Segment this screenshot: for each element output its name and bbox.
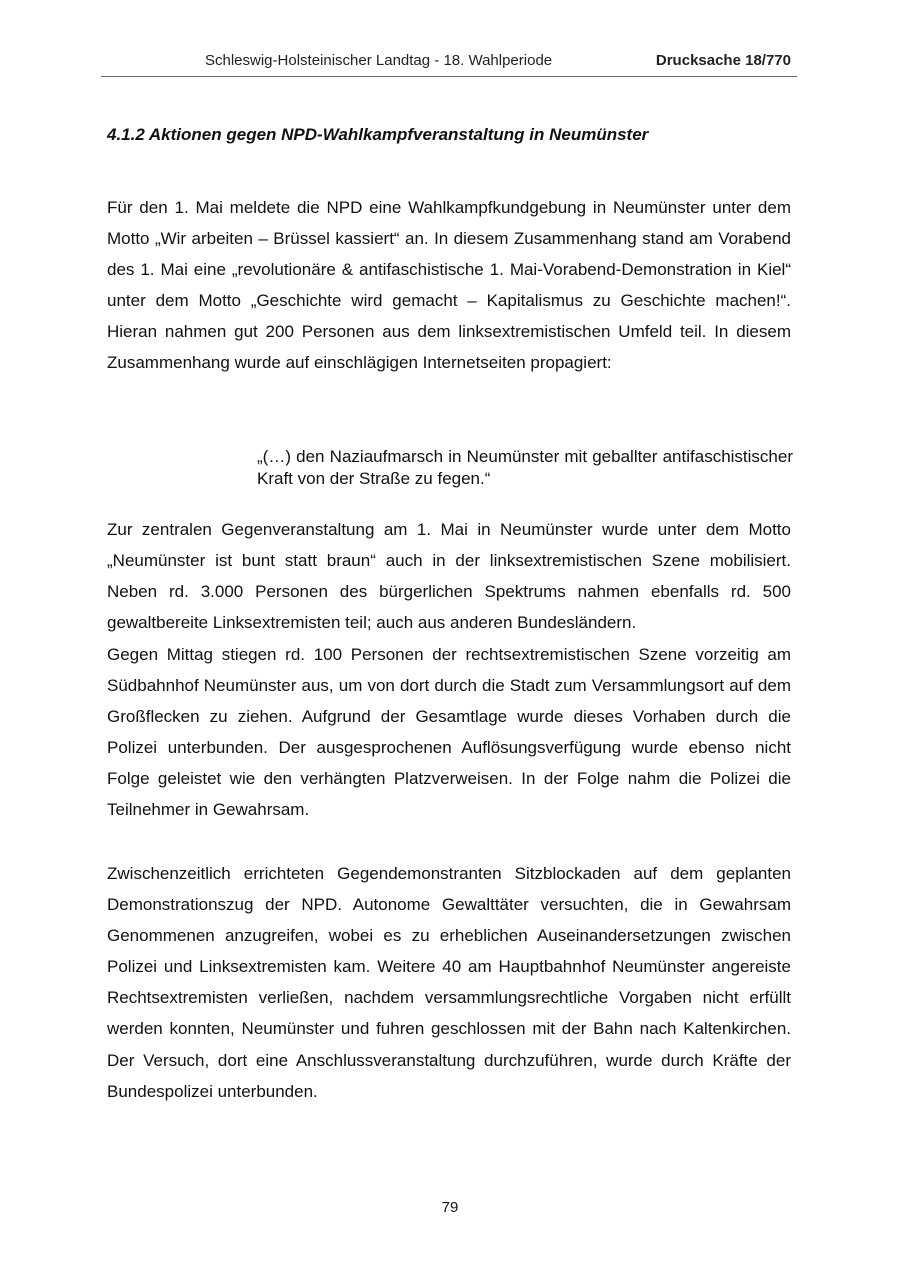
header-title: Schleswig-Holsteinischer Landtag - 18. Wahlperiode	[205, 52, 553, 69]
document-reference: Drucksache 18/770	[655, 52, 791, 69]
paragraph-3: Gegen Mittag stiegen rd. 100 Personen der rechtsextremistischen Szene vorzeitig am Südbahnhof Neumünster aus, um von dort durch die Stadt zum Versammlungsort auf dem Großflecken zu ziehen. Aufgrund der Gesamtlage wurde dieses Vorhaben durch die Polizei unterbunden. Der ausgesprochenen Auflösungsverfügung wurde ebenso nicht Folge geleistet wie den verhängten Platzverweisen. In der Folge nahm die Polizei die Teilnehmer in Gewahrsam.	[107, 645, 791, 820]
block-quote: „(…) den Naziaufmarsch in Neumünster mit geballter antifaschistischer Kraft von der Straße zu fegen.“	[257, 447, 793, 488]
paragraph-4: Zwischenzeitlich errichteten Gegendemonstranten Sitzblockaden auf dem geplanten Demonstrationszug der NPD. Autonome Gewalttäter versuchten, die in Gewahrsam Genommenen anzugreifen, wobei es zu erheblichen Auseinandersetzungen zwischen Polizei und Linksextremisten kam. Weitere 40 am Hauptbahnhof Neumünster angereiste Rechtsextremisten verließen, nachdem versammlungsrechtliche Vorgaben nicht erfüllt werden konnten, Neumünster und fuhren geschlossen mit der Bahn nach Kaltenkirchen. Der Versuch, dort eine Anschlussveranstaltung durchzuführen, wurde durch Kräfte der Bundespolizei unterbunden.	[107, 864, 791, 1101]
section-heading: 4.1.2 Aktionen gegen NPD-Wahlkampfveranstaltung in Neumünster	[107, 125, 649, 144]
paragraph-2: Zur zentralen Gegenveranstaltung am 1. Mai in Neumünster wurde unter dem Motto „Neumünster ist bunt statt braun“ auch in der linksextremistischen Szene mobilisiert. Neben rd. 3.000 Personen des bürgerlichen Spektrums nahmen ebenfalls rd. 500 gewaltbereite Linksextremisten teil; auch aus anderen Bundesländern.	[107, 520, 791, 633]
page-header	[101, 52, 797, 77]
paragraph-1: Für den 1. Mai meldete die NPD eine Wahlkampfkundgebung in Neumünster unter dem Motto „Wir arbeiten – Brüssel kassiert“ an. In diesem Zusammenhang stand am Vorabend des 1. Mai eine „revolutionäre & antifaschistische 1. Mai-Vorabend-Demonstration in Kiel“ unter dem Motto „Geschichte wird gemacht – Kapitalismus zu Geschichte machen!“. Hieran nahmen gut 200 Personen aus dem linksextremistischen Umfeld teil. In diesem Zusammenhang wurde auf einschlägigen Internetseiten propagiert:	[107, 198, 791, 373]
page-number: 79	[441, 1199, 459, 1216]
